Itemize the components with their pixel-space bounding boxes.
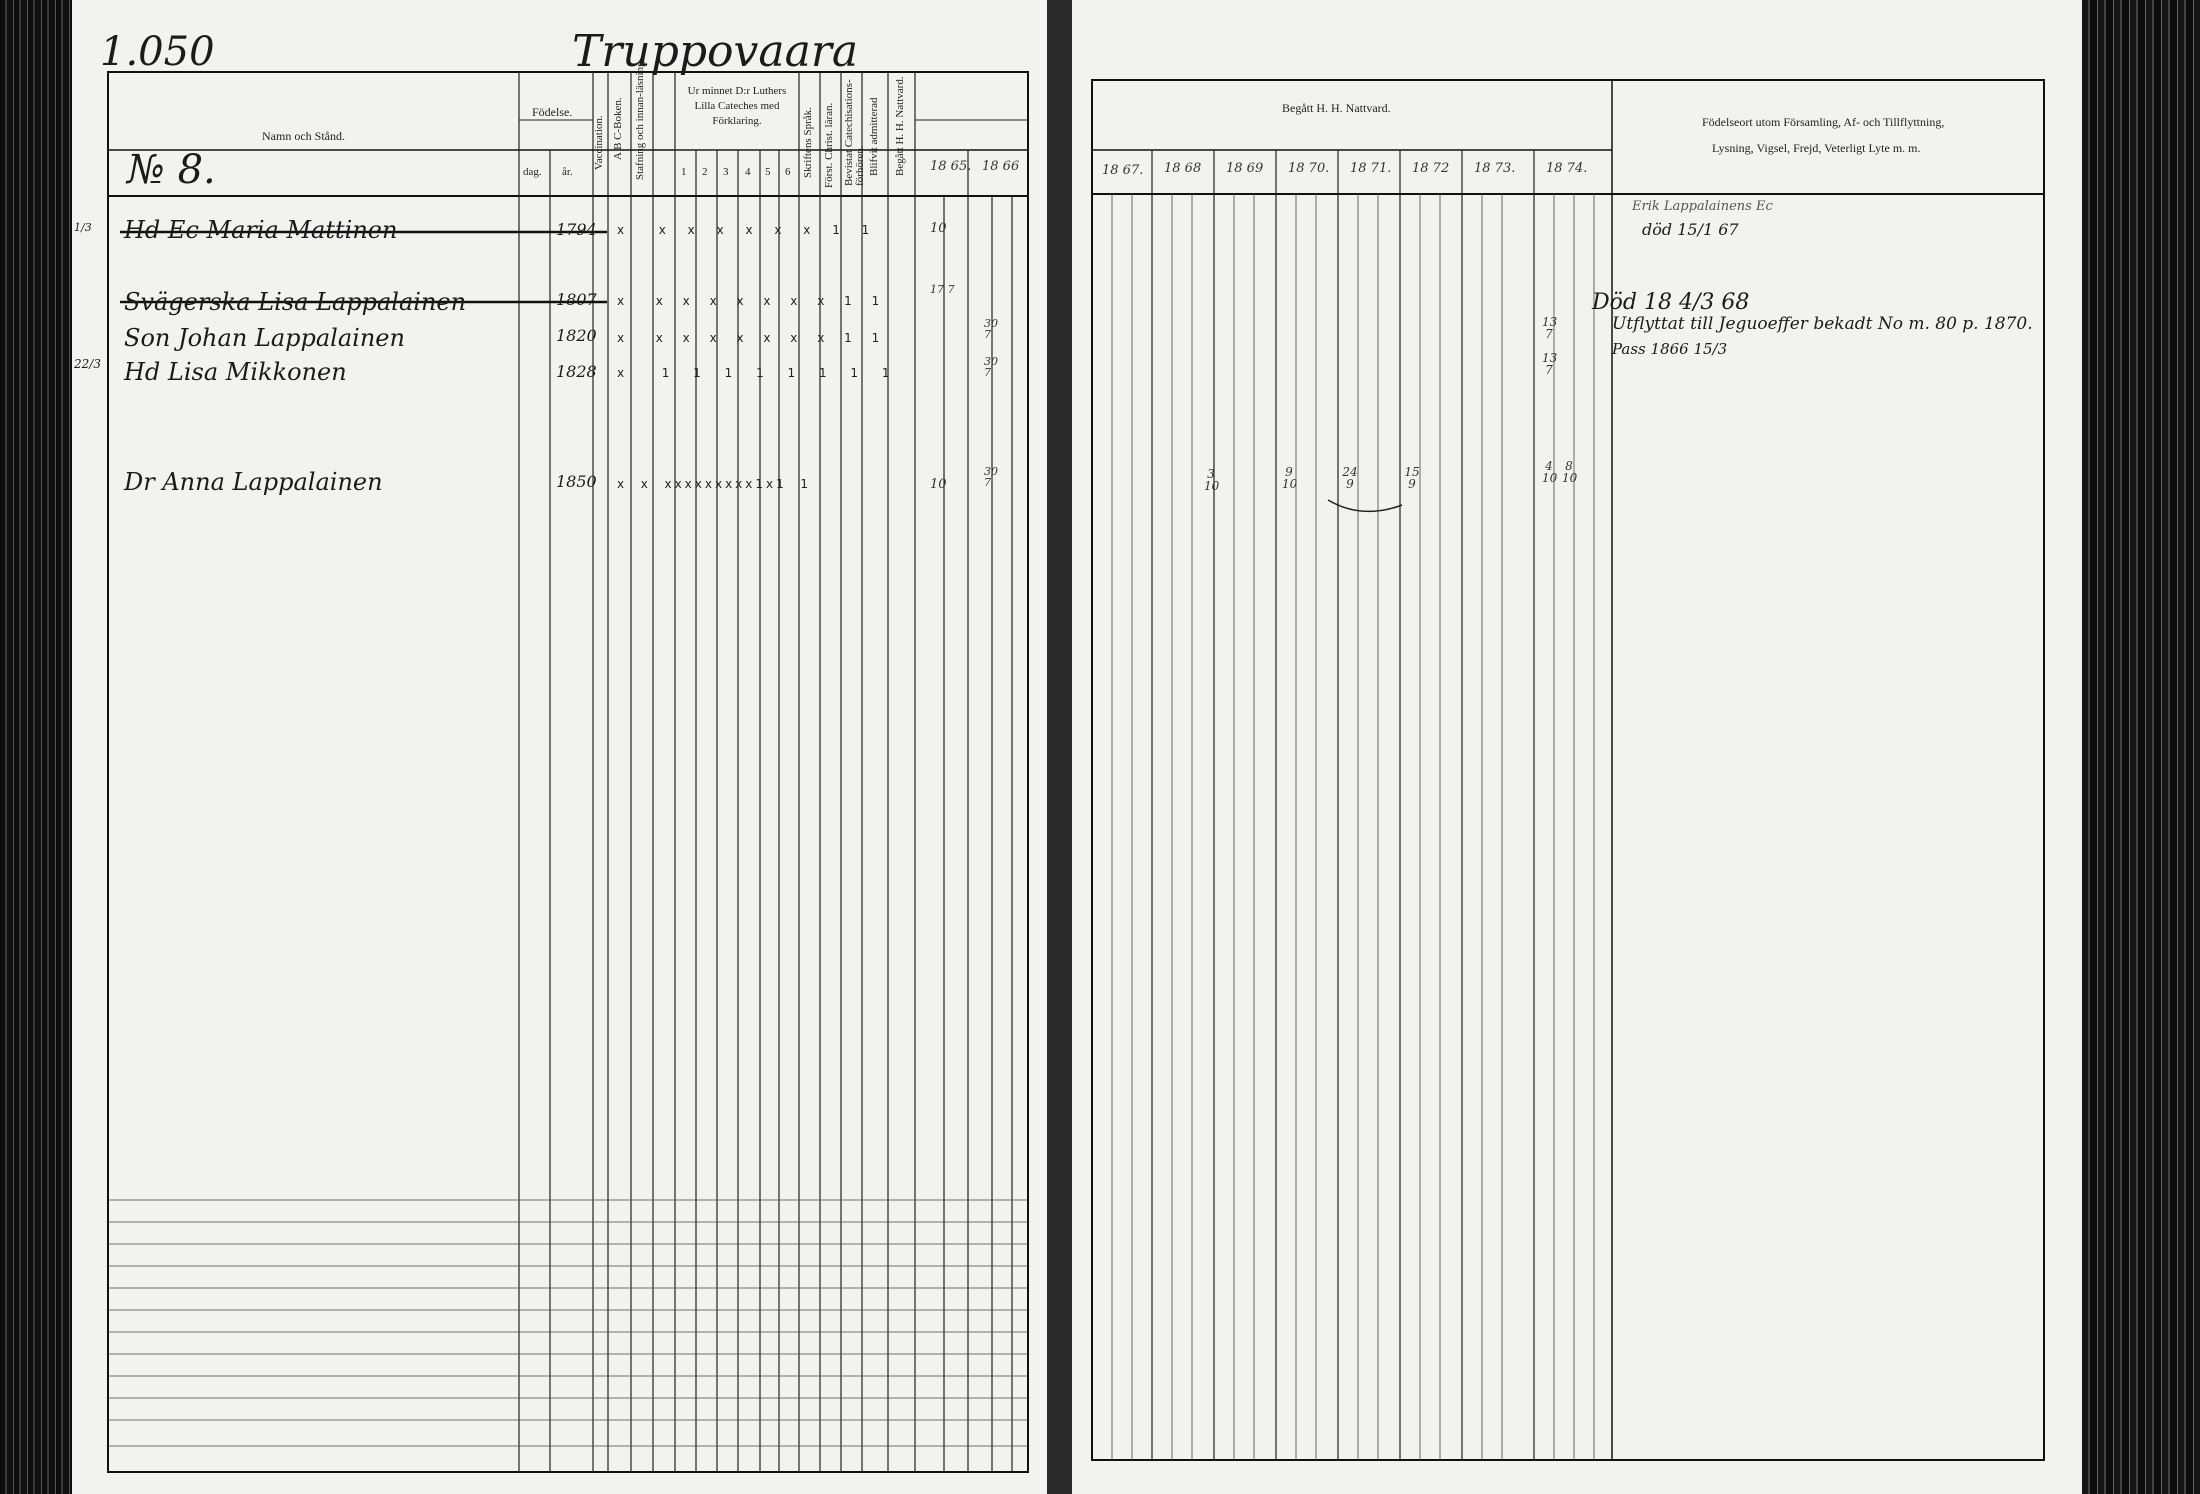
header-communion-left: Begått H. H. Nattvard. <box>894 76 906 176</box>
row5-1865: 10 <box>930 477 947 492</box>
year-1870: 18 70. <box>1288 161 1330 176</box>
year-1871: 18 71. <box>1350 161 1392 176</box>
anna-1874a: 4 10 <box>1542 459 1558 485</box>
row2-1865: 17 7 <box>930 283 955 296</box>
cat-col-5: 5 <box>765 166 771 178</box>
row4-marks: x 1 1 1 1 1 1 1 1 <box>617 366 900 380</box>
book-edge-left <box>0 0 72 1494</box>
right-ruling <box>1072 0 2082 1494</box>
remark-4: Pass 1866 15/3 <box>1612 340 1728 358</box>
year-1866: 18 66 <box>982 159 1020 174</box>
header-admitted: Blifvit admitterad <box>868 97 880 176</box>
year-1865: 18 65. <box>930 159 972 174</box>
book-edge-right <box>2082 0 2200 1494</box>
remark-1b: död 15/1 67 <box>1642 220 1739 239</box>
row4-1866: 30 7 <box>984 355 998 379</box>
header-remarks-2: Lysning, Vigsel, Frejd, Veterligt Lyte m. m. <box>1712 141 1921 155</box>
row3-name: Son Johan Lappalainen <box>124 324 405 352</box>
header-name: Namn och Stånd. <box>262 129 345 143</box>
row4-day: 22/3 <box>74 357 101 371</box>
header-birth-year: år. <box>562 166 573 178</box>
year-1867: 18 67. <box>1102 163 1144 178</box>
row5-marks: x x xxxxxxxxx1x1 1 <box>617 477 812 491</box>
header-conf-school: Bevistat Catechisations-förhören. <box>843 79 866 186</box>
row1-marks: x x x x x x x 1 1 <box>617 223 879 237</box>
remark-3: Utflyttat till Jeguoeffer bekadt No m. 80 p. 1870. <box>1612 314 2033 334</box>
year-1872: 18 72 <box>1412 161 1450 176</box>
row5-year: 1850 <box>556 472 597 491</box>
row4-name: Hd Lisa Mikkonen <box>124 358 347 386</box>
book-gutter <box>1047 0 1072 1494</box>
row5-1866: 30 7 <box>984 465 998 489</box>
household-number: № 8. <box>127 147 216 193</box>
row1-prefix: 1/3 <box>74 221 92 234</box>
remark-2: Död 18 4/3 68 <box>1592 290 1750 315</box>
cat-col-4: 4 <box>745 166 751 178</box>
row3-marks: x x x x x x x x 1 1 <box>617 331 888 345</box>
header-written: Skriftens Språk. <box>802 107 814 178</box>
year-1873: 18 73. <box>1474 161 1516 176</box>
row1-1865: 10 <box>930 221 947 236</box>
lisa-1874: 13 7 <box>1542 351 1558 377</box>
year-1874: 18 74. <box>1546 161 1588 176</box>
row1-name: Hd Ec Maria Mattinen <box>124 216 398 244</box>
anna-1871a: 24 9 <box>1342 465 1358 491</box>
header-christ: Först. Christ. läran. <box>823 102 835 188</box>
header-birth: Födelse. <box>532 105 573 119</box>
remark-1: Erik Lappalainens Ec <box>1632 199 1773 214</box>
anna-1870: 9 10 <box>1282 465 1298 491</box>
row4-year: 1828 <box>556 362 597 381</box>
header-abc-book: A B C-Boken. <box>612 97 624 160</box>
row3-year: 1820 <box>556 326 597 345</box>
cat-col-6: 6 <box>785 166 791 178</box>
header-catechism: Ur minnet D:r Luthers Lilla Cateches med Förklaring. <box>687 85 787 127</box>
right-page <box>1072 0 2082 1494</box>
header-vaccination: Vaccination. <box>593 115 605 170</box>
row2-marks: x x x x x x x x 1 1 <box>617 294 888 308</box>
anna-1869: 3 10 <box>1204 467 1220 493</box>
anna-1874b: 8 10 <box>1562 459 1578 485</box>
cat-col-3: 3 <box>723 166 729 178</box>
page-number: 1.050 <box>100 29 215 75</box>
header-birth-day: dag. <box>523 166 542 178</box>
header-communion-right: Begått H. H. Nattvard. <box>1282 101 1391 115</box>
johan-1874: 13 7 <box>1542 315 1558 341</box>
year-1868: 18 68 <box>1164 161 1202 176</box>
village-name: Truppovaara <box>572 26 859 77</box>
anna-1871b: 15 9 <box>1404 465 1420 491</box>
row2-year: 1807 <box>556 290 597 309</box>
year-1869: 18 69 <box>1226 161 1264 176</box>
left-page <box>72 0 1047 1494</box>
row5-name: Dr Anna Lappalainen <box>124 468 383 496</box>
row1-year: 1794 <box>556 220 597 239</box>
row3-1866: 30 7 <box>984 317 998 341</box>
header-remarks-1: Födelseort utom Församling, Af- och Tillflyttning, <box>1702 115 1945 129</box>
cat-col-2: 2 <box>702 166 708 178</box>
header-reading: Stafning och innan-läsning <box>634 61 646 180</box>
row2-name: Svägerska Lisa Lappalainen <box>124 288 467 316</box>
cat-col-1: 1 <box>681 166 687 178</box>
